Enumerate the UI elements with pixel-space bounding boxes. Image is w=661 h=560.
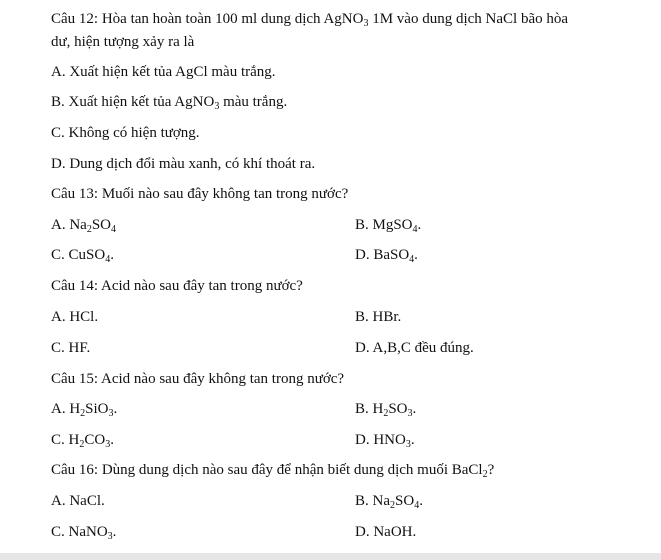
text-run: SO xyxy=(91,217,112,233)
text-run: SO xyxy=(388,401,408,417)
text-run: . xyxy=(417,217,422,233)
text-run: Câu 12: Hòa tan hoàn toàn 100 ml dung dịch AgNO xyxy=(51,11,364,27)
option-d xyxy=(51,154,315,174)
option-d xyxy=(355,245,418,265)
option-b xyxy=(51,92,287,112)
text-run: . xyxy=(412,401,417,417)
text-run: B. Na xyxy=(355,493,390,509)
subscript: 3 xyxy=(407,408,413,419)
subscript: 4 xyxy=(409,254,415,265)
option-b xyxy=(355,307,401,327)
text-run: C. NaNO xyxy=(51,524,108,540)
subscript: 3 xyxy=(363,18,369,29)
subscript: 3 xyxy=(405,439,411,450)
subscript: 2 xyxy=(383,408,389,419)
text-run: D. A,B,C đều đúng. xyxy=(355,340,474,356)
option-a xyxy=(51,62,276,82)
text-run: dư, hiện tượng xảy ra là xyxy=(51,34,195,50)
option-d xyxy=(355,522,416,542)
text-run: Câu 14: Acid nào sau đây tan trong nước? xyxy=(51,278,303,294)
text-run: B. Xuất hiện kết tủa AgNO xyxy=(51,94,215,110)
text-run: D. Dung dịch đổi màu xanh, có khí thoát ra. xyxy=(51,156,316,172)
option-c xyxy=(51,430,114,450)
subscript: 2 xyxy=(86,224,92,235)
subscript: 3 xyxy=(105,439,111,450)
subscript: 3 xyxy=(107,531,113,542)
option-c xyxy=(51,522,116,542)
text-run: D. HNO xyxy=(355,432,406,448)
text-run: . xyxy=(110,432,114,448)
question-stem xyxy=(51,369,344,389)
text-run: A. NaCl. xyxy=(51,493,105,509)
option-d xyxy=(355,338,474,358)
subscript: 3 xyxy=(214,101,220,112)
text-run: . xyxy=(410,432,415,448)
question-stem xyxy=(51,276,303,296)
subscript: 4 xyxy=(412,224,418,235)
subscript: 4 xyxy=(414,500,420,511)
option-a xyxy=(51,399,117,419)
page-bottom-edge xyxy=(0,553,661,560)
option-b xyxy=(355,215,421,235)
text-run: C. CuSO xyxy=(51,247,106,263)
option-d xyxy=(355,430,415,450)
text-run: A. Xuất hiện kết tủa AgCl màu trắng. xyxy=(51,64,276,80)
option-a xyxy=(51,491,105,511)
subscript: 2 xyxy=(482,469,488,480)
text-run: A. H xyxy=(51,401,81,417)
text-run: C. HF. xyxy=(51,340,91,356)
option-c xyxy=(51,338,90,358)
subscript: 2 xyxy=(390,500,395,511)
text-run: C. H xyxy=(51,432,80,448)
question-stem xyxy=(51,184,348,204)
question-stem-continued xyxy=(51,32,194,52)
question-stem xyxy=(51,9,568,29)
text-run: ? xyxy=(487,462,495,478)
option-b xyxy=(355,491,423,511)
text-run: D. NaOH. xyxy=(355,524,417,540)
text-run: SO xyxy=(395,493,415,509)
option-a xyxy=(51,307,98,327)
option-c xyxy=(51,245,114,265)
subscript: 2 xyxy=(80,408,86,419)
text-run: CO xyxy=(84,432,106,448)
subscript: 3 xyxy=(108,408,114,419)
question-stem xyxy=(51,460,494,480)
option-c xyxy=(51,123,200,143)
text-run: 1M vào dung dịch NaCl bão hòa xyxy=(368,11,569,27)
text-run: Câu 13: Muối nào sau đây không tan trong nước? xyxy=(51,186,349,202)
text-run: . xyxy=(113,401,118,417)
option-a xyxy=(51,215,116,235)
text-run: Câu 15: Acid nào sau đây không tan trong nước? xyxy=(51,371,345,387)
text-run: SiO xyxy=(85,401,109,417)
option-b xyxy=(355,399,416,419)
text-run: A. HCl. xyxy=(51,309,99,325)
text-run: . xyxy=(414,247,418,263)
text-run: B. MgSO xyxy=(355,217,413,233)
subscript: 4 xyxy=(111,224,117,235)
text-run: D. BaSO xyxy=(355,247,410,263)
text-run: màu trắng. xyxy=(219,94,288,110)
text-run: B. HBr. xyxy=(355,309,402,325)
text-run: . xyxy=(112,524,117,540)
text-run: B. H xyxy=(355,401,384,417)
subscript: 2 xyxy=(79,439,85,450)
text-run: A. Na xyxy=(51,217,87,233)
text-run: C. Không có hiện tượng. xyxy=(51,125,200,141)
text-run: . xyxy=(110,247,114,263)
subscript: 4 xyxy=(105,254,111,265)
text-run: . xyxy=(419,493,423,509)
text-run: Câu 16: Dùng dung dịch nào sau đây để nhận biết dung dịch muối BaCl xyxy=(51,462,483,478)
